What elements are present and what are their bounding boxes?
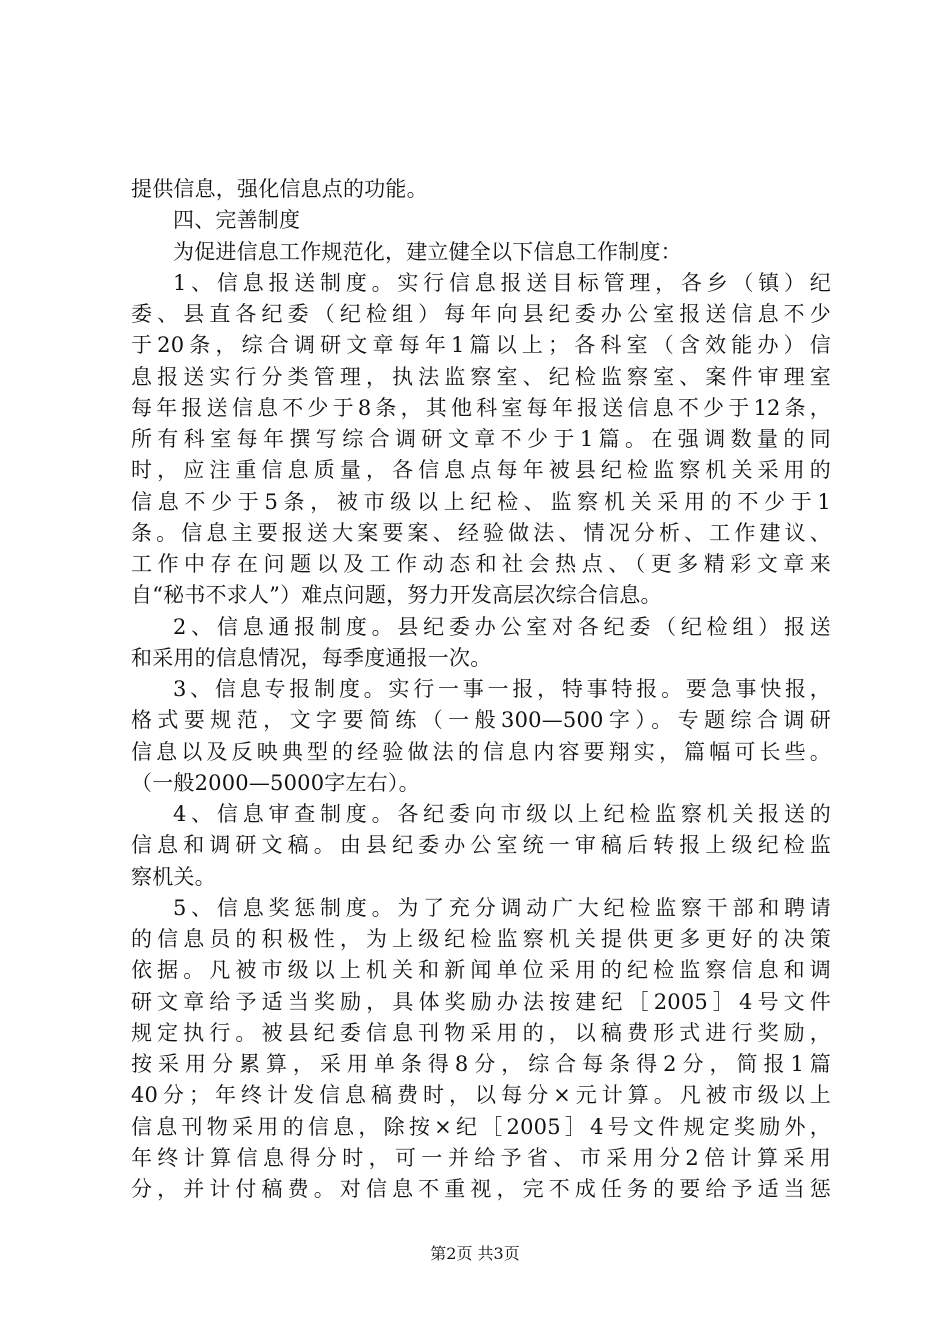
paragraph-line: （一般2000—5000字左右）。	[131, 770, 420, 795]
paragraph-line: 自“秘书不求人”）难点问题，努力开发高层次综合信息。	[131, 583, 662, 608]
paragraph-line: 4、信息审查制度。各纪委向市级以上纪检监察机关报送的	[173, 802, 831, 826]
paragraph	[131, 612, 831, 675]
page-footer: 第2页 共3页	[430, 1244, 520, 1263]
paragraph	[131, 674, 831, 799]
paragraph	[131, 268, 831, 612]
paragraph-line: 年终计算信息得分时，可一并给予省、市采用分2倍计算采用	[131, 1145, 831, 1170]
paragraph-line: 信息以及反映典型的经验做法的信息内容要翔实，篇幅可长些。	[131, 739, 831, 764]
paragraph	[131, 174, 831, 205]
paragraph-line: 规定执行。被县纪委信息刊物采用的，以稿费形式进行奖励，	[131, 1020, 831, 1045]
paragraph-line: 察机关。	[131, 864, 216, 889]
paragraph-line: 为促进信息工作规范化，建立健全以下信息工作制度：	[173, 239, 682, 264]
paragraph-line: 的信息员的积极性，为上级纪检监察机关提供更多更好的决策	[131, 927, 831, 951]
document-body	[131, 174, 831, 1205]
paragraph-line: 分，并计付稿费。对信息不重视，完不成任务的要给予适当惩	[131, 1177, 831, 1201]
paragraph-line: 条。信息主要报送大案要案、经验做法、情况分析、工作建议、	[131, 520, 831, 545]
paragraph-line: 信息不少于5条，被市级以上纪检、监察机关采用的不少于1	[131, 489, 831, 514]
paragraph-line: 委、县直各纪委（纪检组）每年向县纪委办公室报送信息不少	[131, 302, 831, 326]
paragraph-line: 时，应注重信息质量，各信息点每年被县纪检监察机关采用的	[131, 458, 831, 483]
paragraph-line: 所有科室每年撰写综合调研文章不少于1篇。在强调数量的同	[131, 427, 831, 451]
paragraph-line: 于20条，综合调研文章每年1篇以上；各科室（含效能办）信	[131, 333, 831, 358]
paragraph-line: 格式要规范，文字要简练（一般300—500字）。专题综合调研	[131, 708, 831, 733]
paragraph	[131, 237, 831, 268]
paragraph-line: 1、信息报送制度。实行信息报送目标管理，各乡（镇）纪	[173, 270, 831, 295]
paragraph-line: 信息和调研文稿。由县纪委办公室统一审稿后转报上级纪检监	[131, 833, 831, 858]
paragraph-line: 和采用的信息情况，每季度通报一次。	[131, 645, 492, 670]
paragraph-line: 提供信息，强化信息点的功能。	[131, 177, 428, 201]
paragraph-line: 息报送实行分类管理，执法监察室、纪检监察室、案件审理室	[131, 364, 831, 389]
paragraph-line: 信息刊物采用的信息，除按×纪［2005］4号文件规定奖励外，	[131, 1114, 831, 1139]
paragraph-line: 3、信息专报制度。实行一事一报，特事特报。要急事快报，	[173, 677, 831, 701]
paragraph-line: 依据。凡被市级以上机关和新闻单位采用的纪检监察信息和调	[131, 958, 831, 983]
paragraph-line: 每年报送信息不少于8条，其他科室每年报送信息不少于12条，	[131, 395, 831, 420]
paragraph	[131, 893, 831, 1206]
paragraph	[131, 205, 831, 236]
paragraph-line: 5、信息奖惩制度。为了充分调动广大纪检监察干部和聘请	[173, 895, 831, 920]
paragraph-line: 研文章给予适当奖励，具体奖励办法按建纪［2005］4号文件	[131, 989, 831, 1014]
paragraph-line: 工作中存在问题以及工作动态和社会热点、（更多精彩文章来	[131, 552, 831, 576]
paragraph-line: 按采用分累算，采用单条得8分，综合每条得2分，简报1篇	[131, 1052, 831, 1076]
paragraph-line: 2、信息通报制度。县纪委办公室对各纪委（纪检组）报送	[173, 614, 831, 639]
paragraph	[131, 799, 831, 893]
paragraph-line: 四、完善制度	[173, 208, 301, 233]
paragraph-line: 40分；年终计发信息稿费时，以每分×元计算。凡被市级以上	[131, 1083, 831, 1108]
